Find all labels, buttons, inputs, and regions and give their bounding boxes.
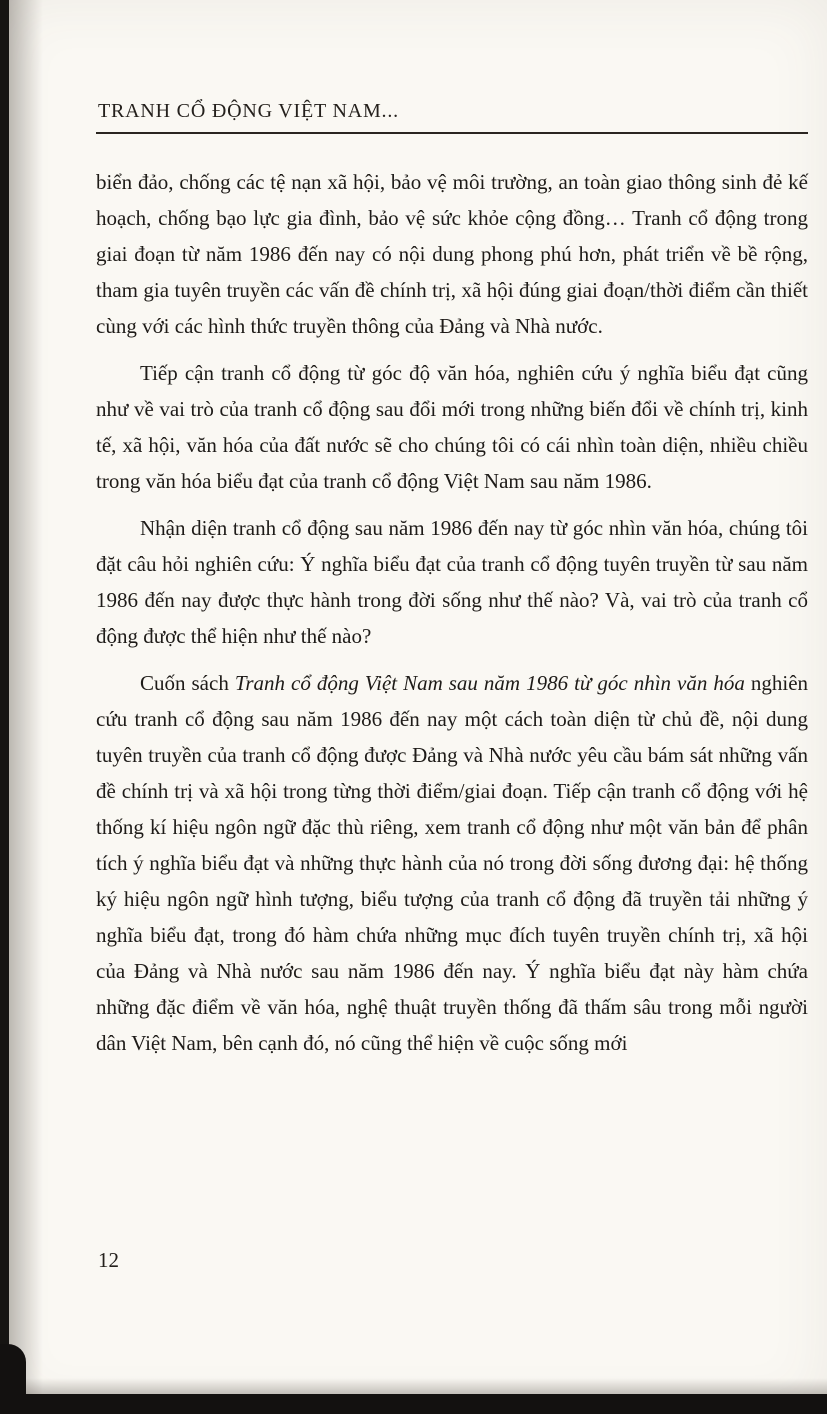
running-header: TRANH CỔ ĐỘNG VIỆT NAM... [98,100,399,122]
scan-bottom-shadow [0,1378,827,1394]
paragraph-rest-text: nghiên cứu tranh cổ động sau năm 1986 đến nay một cách toàn diện từ chủ đề, nội dung tuyên truyền của tranh cổ động được Đảng và Nhà nước yêu cầu bám sát những vấn đề chính trị và xã hội trong từng thời điểm/giai đoạn. Tiếp cận tranh cổ động với hệ thống kí hiệu ngôn ngữ đặc thù riêng, xem tranh cổ động như một văn bản để phân tích ý nghĩa biểu đạt và những thực hành của nó trong đời sống đương đại: hệ thống ký hiệu ngôn ngữ hình tượng, biểu tượng của tranh cổ động đã truyền tải những ý nghĩa biểu đạt, trong đó hàm chứa những mục đích tuyên truyền chính trị, xã hội của Đảng và Nhà nước sau năm 1986 đến nay. Ý nghĩa biểu đạt này hàm chứa những đặc điểm về văn hóa, nghệ thuật truyền thống đã thấm sâu trong mỗi người dân Việt Nam, bên cạnh đó, nó cũng thể hiện về cuộc sống mới [96,671,809,1055]
body-text [96,164,808,1061]
scan-left-gutter-shadow [9,0,43,1414]
page-number: 12 [98,1248,119,1272]
page-content [96,100,808,1061]
scan-corner-artifact [0,1344,26,1404]
paragraph-continuation: biển đảo, chống các tệ nạn xã hội, bảo vệ môi trường, an toàn giao thông sinh đẻ kế hoạch, chống bạo lực gia đình, bảo vệ sức khỏe cộng đồng… Tranh cổ động trong giai đoạn từ năm 1986 đến nay có nội dung phong phú hơn, phát triển về bề rộng, tham gia tuyên truyền các vấn đề chính trị, xã hội đúng giai đoạn/thời điểm cần thiết cùng với các hình thức truyền thông của Đảng và Nhà nước. [96,170,808,338]
paragraph-lead-text: Cuốn sách [140,671,235,695]
paragraph: Tiếp cận tranh cổ động từ góc độ văn hóa, nghiên cứu ý nghĩa biểu đạt cũng như về vai trò của tranh cổ động sau đổi mới trong những biến đổi về chính trị, kinh tế, xã hội, văn hóa của đất nước sẽ cho chúng tôi có cái nhìn toàn diện, nhiều chiều trong văn hóa biểu đạt của tranh cổ động Việt Nam sau năm 1986. [96,361,808,493]
book-title-italic: Tranh cổ động Việt Nam sau năm 1986 từ góc nhìn văn hóa [234,671,745,695]
scan-left-edge [0,0,9,1414]
paragraph: Nhận diện tranh cổ động sau năm 1986 đến nay từ góc nhìn văn hóa, chúng tôi đặt câu hỏi nghiên cứu: Ý nghĩa biểu đạt của tranh cổ động tuyên truyền từ sau năm 1986 đến nay được thực hành trong đời sống như thế nào? Và, vai trò của tranh cổ động được thể hiện như thế nào? [96,516,808,648]
scan-bottom-edge [0,1394,827,1414]
header-rule [96,132,808,134]
paragraph-with-book-title [96,665,808,1061]
